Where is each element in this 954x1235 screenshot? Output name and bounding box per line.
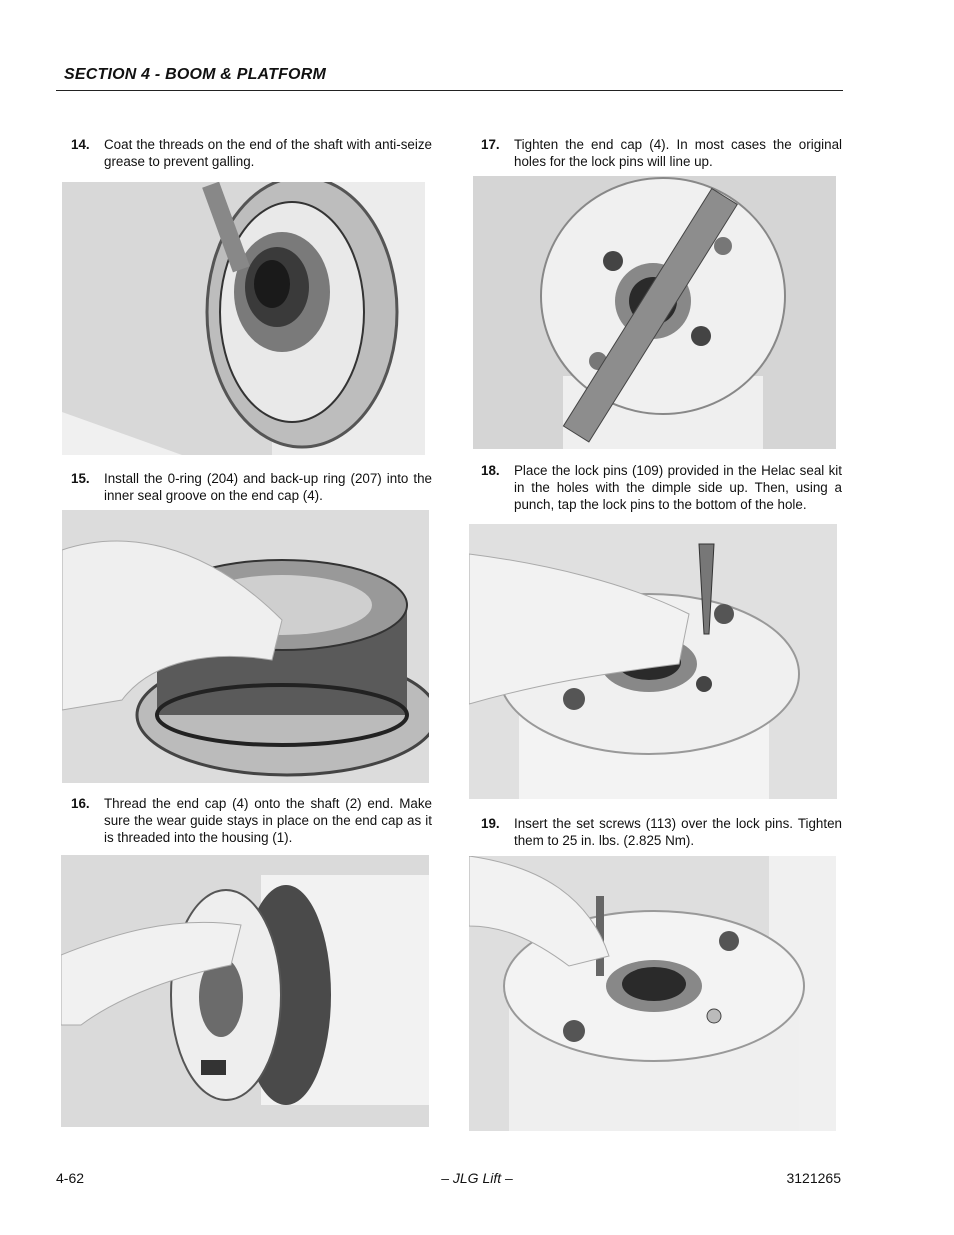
header-divider xyxy=(56,90,843,91)
step-number: 19. xyxy=(481,816,500,831)
photo-thread-end-cap xyxy=(61,855,429,1127)
photo-shaft-threads xyxy=(62,182,425,455)
photo-oring-install xyxy=(62,510,429,783)
section-title: SECTION 4 - BOOM & PLATFORM xyxy=(64,66,326,83)
step-number: 17. xyxy=(481,137,500,152)
document-number: 3121265 xyxy=(786,1170,841,1186)
step-19 xyxy=(481,815,842,849)
step-14 xyxy=(71,136,432,170)
step-text: Place the lock pins (109) provided in the Helac seal kit in the holes with the dimple side up. Then, using a punch, tap the lock pins to the bottom of the hole. xyxy=(514,463,842,512)
step-number: 15. xyxy=(71,471,90,486)
page-number: 4-62 xyxy=(56,1170,85,1186)
photo-lock-pins xyxy=(469,524,837,799)
step-text: Install the 0-ring (204) and back-up ring (207) into the inner seal groove on the end cap (4). xyxy=(104,471,432,503)
photo-tighten-end-cap xyxy=(473,176,836,449)
step-text: Coat the threads on the end of the shaft with anti-seize grease to prevent galling. xyxy=(104,137,432,169)
step-text: Insert the set screws (113) over the lock pins. Tighten them to 25 in. lbs. (2.825 Nm). xyxy=(514,816,842,848)
step-number: 14. xyxy=(71,137,90,152)
step-number: 18. xyxy=(481,463,500,478)
step-16 xyxy=(71,795,432,846)
step-text: Tighten the end cap (4). In most cases the original holes for the lock pins will line up. xyxy=(514,137,842,169)
step-number: 16. xyxy=(71,796,90,811)
footer-brand: – JLG Lift – xyxy=(441,1170,513,1186)
step-text: Thread the end cap (4) onto the shaft (2) end. Make sure the wear guide stays in place on the end cap as it is threaded into the housing (1). xyxy=(104,796,432,845)
step-15 xyxy=(71,470,432,504)
photo-set-screws xyxy=(469,856,836,1131)
step-18 xyxy=(481,462,842,513)
step-17 xyxy=(481,136,842,170)
